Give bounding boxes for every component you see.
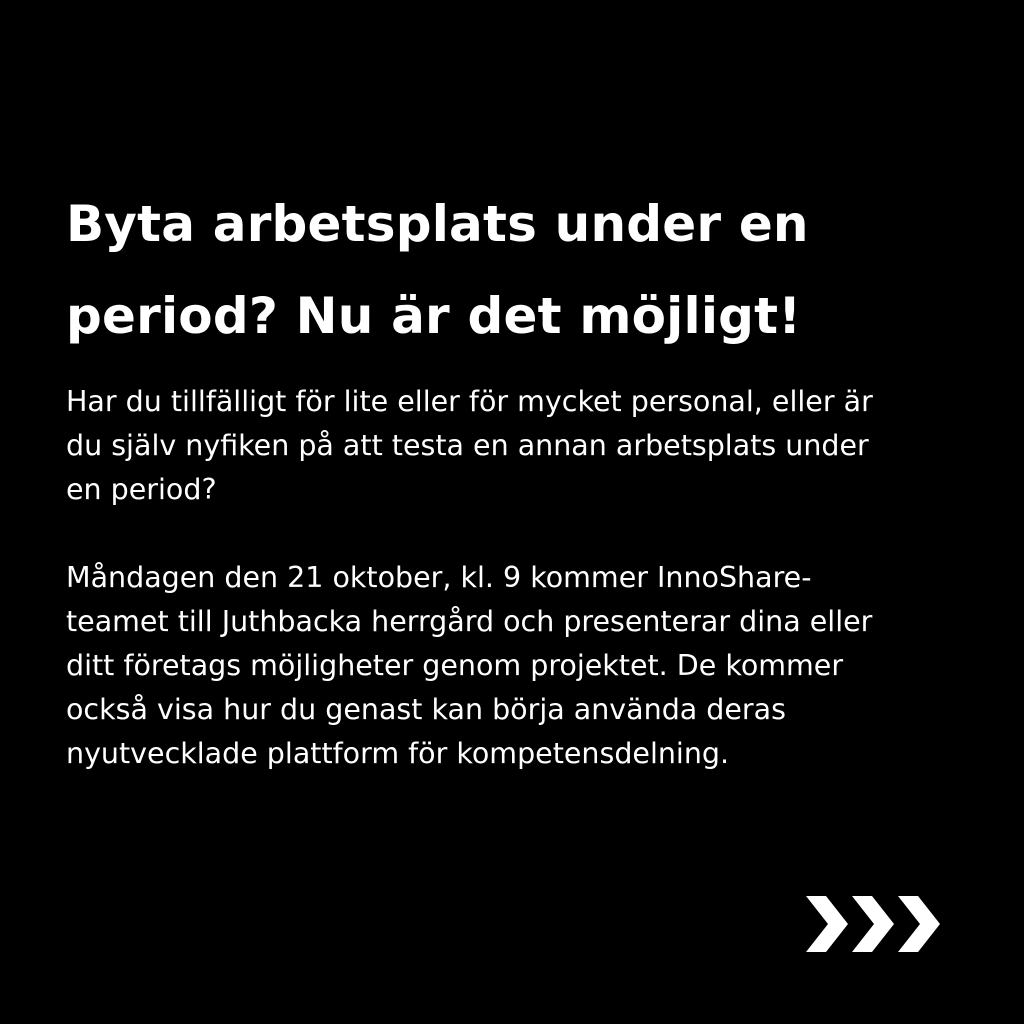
headline bbox=[66, 178, 966, 362]
event-paragraph bbox=[66, 556, 966, 776]
paragraph-line: Har du tillfälligt för lite eller för mycket personal, eller är bbox=[66, 385, 873, 418]
triple-chevron-right-icon bbox=[804, 896, 944, 952]
chevron-right-icon bbox=[806, 896, 848, 952]
paragraph-line: du själv nyfiken på att testa en annan arbetsplats under bbox=[66, 429, 869, 462]
chevron-right-icon bbox=[852, 896, 894, 952]
paragraph-line: ditt företags möjligheter genom projektet. De kommer bbox=[66, 649, 844, 682]
paragraph-line: Måndagen den 21 oktober, kl. 9 kommer InnoShare- bbox=[66, 561, 812, 594]
headline-line: Byta arbetsplats under en bbox=[66, 195, 809, 253]
body-text bbox=[66, 380, 966, 776]
paragraph-line: teamet till Juthbacka herrgård och presenterar dina eller bbox=[66, 605, 873, 638]
paragraph-line: nyutvecklade plattform för kompetensdelning. bbox=[66, 737, 730, 770]
next-slide-button[interactable] bbox=[804, 896, 944, 952]
intro-paragraph bbox=[66, 380, 966, 512]
headline-line: period? Nu är det möjligt! bbox=[66, 287, 802, 345]
chevron-right-icon bbox=[898, 896, 940, 952]
paragraph-line: en period? bbox=[66, 473, 217, 506]
paragraph-line: också visa hur du genast kan börja använda deras bbox=[66, 693, 786, 726]
